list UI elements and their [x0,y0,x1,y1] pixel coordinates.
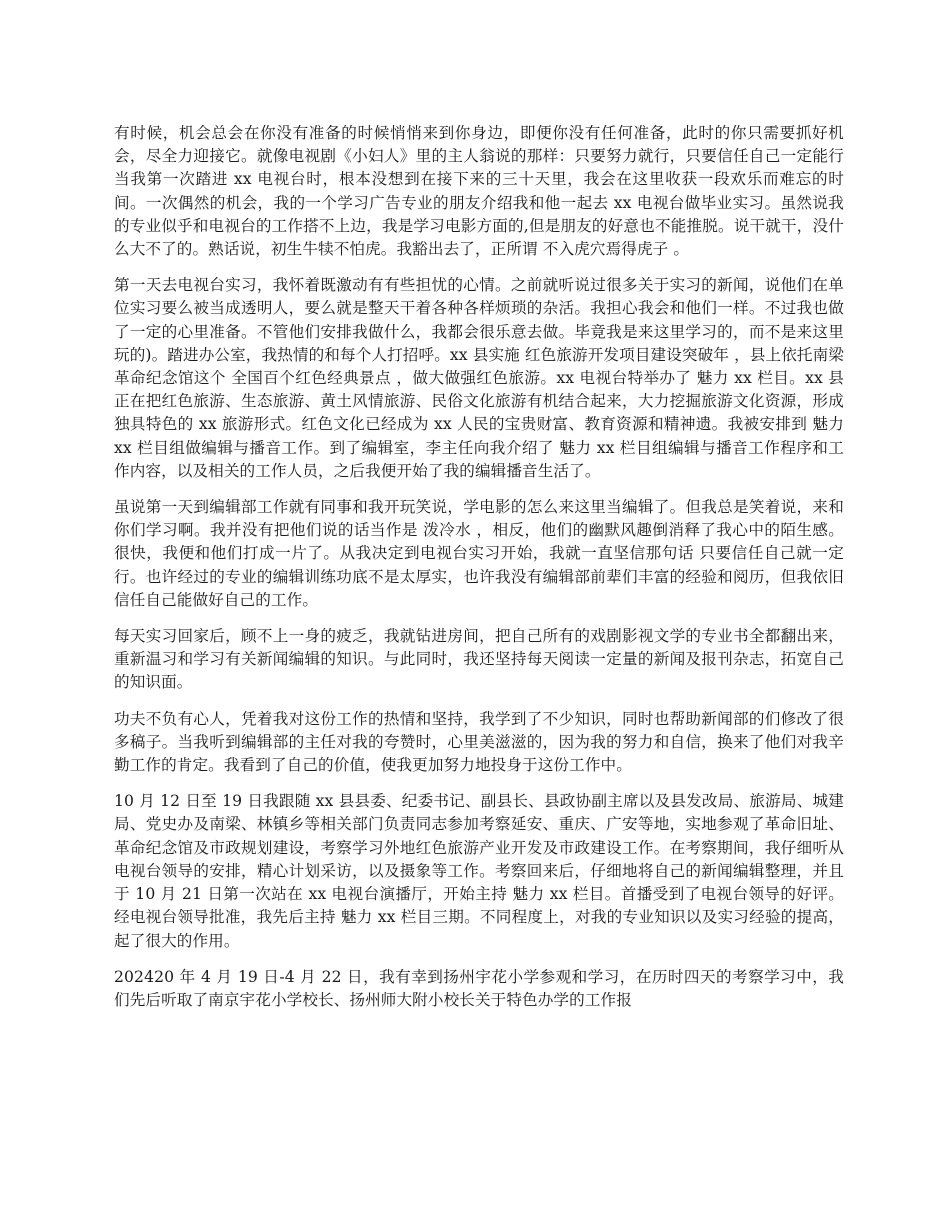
document-body [114,122,844,1025]
paragraph-4: 每天实习回家后，顾不上一身的疲乏，我就钻进房间，把自己所有的戏剧影视文学的专业书全都翻出来，重新温习和学习有关新闻编辑的知识。与此同时，我还坚持每天阅读一定量的新闻及报刊杂志，拓宽自己的知识面。 [114,627,844,692]
paragraph-7: 202420 年 4 月 19 日-4 月 22 日，我有幸到扬州宇花小学参观和学习，在历时四天的考察学习中，我们先后听取了南京宇花小学校长、扬州师大附小校长关于特色办学的工作报 [114,967,844,1009]
paragraph-2: 第一天去电视台实习，我怀着既激动有有些担忧的心情。之前就听说过很多关于实习的新闻，说他们在单位实习要么被当成透明人，要么就是整天干着各种各样烦琐的杂活。我担心我会和他们一样。不过我也做了一定的心里准备。不管他们安排我做什么，我都会很乐意去做。毕竟我是来这里学习的，而不是来这里玩的)。踏进办公室，我热情的和每个人打招呼。xx 县实施 红色旅游开发项目建设突破年 ，县上依托南梁革命纪念馆这个 全国百个红色经典景点 ，做大做强红色旅游。xx 电视台特举办了 魅力 xx 栏目。xx 县正在把红色旅游、生态旅游、黄土风情旅游、民俗文化旅游有机结合起来，大力挖掘旅游文化资源，形成独具特色的 xx 旅游形式。红色文化已经成为 xx 人民的宝贵财富、教育资源和精神遗。我被安排到 魅力 xx 栏目组做编辑与播音工作。到了编辑室，李主任向我介绍了 魅力 xx 栏目组编辑与播音工作程序和工作内容，以及相关的工作人员，之后我便开始了我的编辑播音生活了。 [114,276,844,480]
paragraph-6: 10 月 12 日至 19 日我跟随 xx 县县委、纪委书记、副县长、县政协副主席以及县发改局、旅游局、城建局、党史办及南梁、林镇乡等相关部门负责同志参加考察延安、重庆、广安等地，实地参观了革命旧址、革命纪念馆及市政规划建设，考察学习外地红色旅游产业开发及市政建设工作。在考察期间，我仔细听从电视台领导的安排，精心计划采访，以及摄象等工作。考察回来后，仔细地将自己的新闻编辑整理，并且于 10 月 21 日第一次站在 xx 电视台演播厅，开始主持 魅力 xx 栏目。首播受到了电视台领导的好评。经电视台领导批准，我先后主持 魅力 xx 栏目三期。不同程度上，对我的专业知识以及实习经验的提高，起了很大的作用。 [114,792,844,950]
paragraph-5: 功夫不负有心人，凭着我对这份工作的热情和坚持，我学到了不少知识，同时也帮助新闻部的们修改了很多稿子。当我听到编辑部的主任对我的夸赞时，心里美滋滋的，因为我的努力和自信，换来了他们对我辛勤工作的肯定。我看到了自己的价值，使我更加努力地投身于这份工作中。 [114,709,844,775]
paragraph-1: 有时候，机会总会在你没有准备的时候悄悄来到你身边，即便你没有任何准备，此时的你只需要抓好机会，尽全力迎接它。就像电视剧《小妇人》里的主人翁说的那样：只要努力就行，只要信任自己一定能行当我第一次踏进 xx 电视台时，根本没想到在接下来的三十天里，我会在这里收获一段欢乐而难忘的时间。一次偶然的机会，我的一个学习广告专业的朋友介绍我和他一起去 xx 电视台做毕业实习。虽然说我的专业似乎和电视台的工作搭不上边，我是学习电影方面的,但是朋友的好意也不能推脱。说干就干，没什么大不了的。熟话说，初生牛犊不怕虎。我豁出去了，正所谓 不入虎穴焉得虎子 。 [114,124,844,259]
paragraph-3: 虽说第一天到编辑部工作就有同事和我开玩笑说，学电影的怎么来这里当编辑了。但我总是笑着说，来和你们学习啊。我并没有把他们说的话当作是 泼冷水 ，相反，他们的幽默风趣倒消释了我心中的陌生感。很快，我便和他们打成一片了。从我决定到电视台实习开始，我就一直坚信那句话 只要信任自己就一定行。也许经过的专业的编辑训练功底不是太厚实，也许我没有编辑部前辈们丰富的经验和阅历，但我依旧信任自己能做好自己的工作。 [114,498,844,609]
